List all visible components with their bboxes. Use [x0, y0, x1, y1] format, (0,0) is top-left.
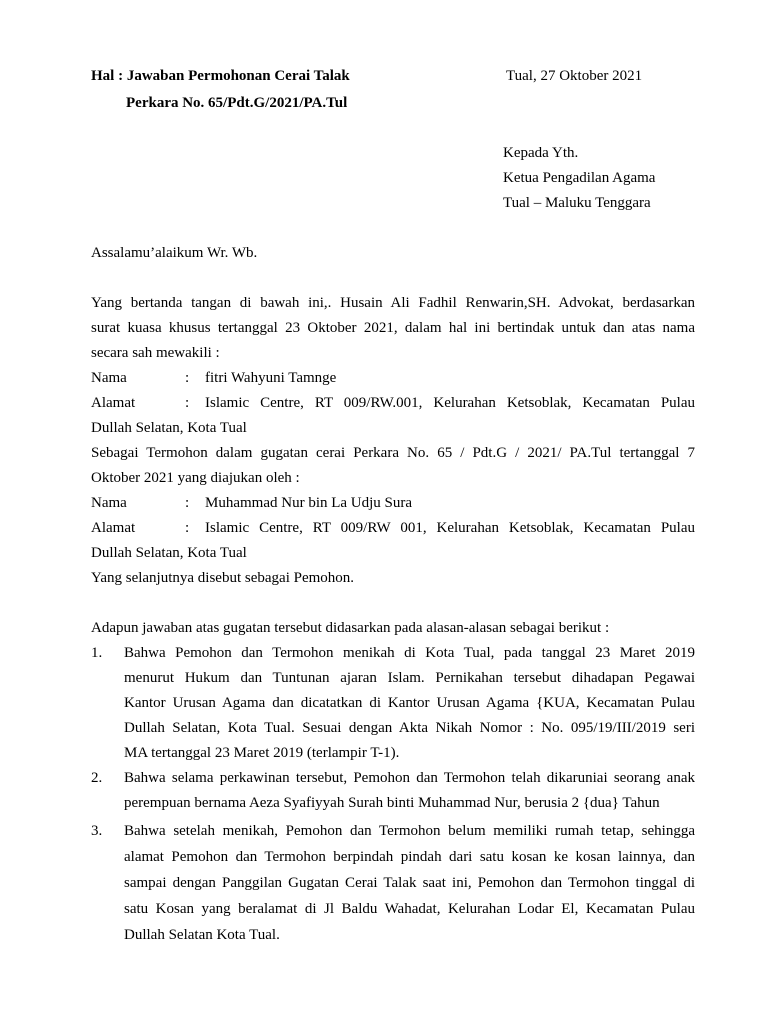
item-3-line-1: Bahwa setelah menikah, Pemohon dan Termohon belum memiliki rumah tetap, sehingga	[124, 823, 695, 839]
item-2-line-2: perempuan bernama Aeza Syafiyyah Surah binti Muhammad Nur, berusia 2 {dua} Tahun	[124, 795, 660, 811]
item-1-line-5: MA tertanggal 23 Maret 2019 (terlampir T-1).	[124, 745, 400, 761]
colon: :	[185, 370, 190, 386]
case-number: Perkara No. 65/Pdt.G/2021/PA.Tul	[126, 95, 348, 111]
reasons-intro: Adapun jawaban atas gugatan tersebut didasarkan pada alasan-alasan sebagai berikut :	[91, 620, 610, 636]
item-1-line-1: Bahwa Pemohon dan Termohon menikah di Kota Tual, pada tanggal 23 Maret 2019	[124, 645, 695, 661]
item-1-line-2: menurut Hukum dan Tuntunan ajaran Islam. Pernikahan tersebut dihadapan Pegawai	[124, 670, 695, 686]
party2-address-cont: Dullah Selatan, Kota Tual	[91, 545, 247, 561]
party1-address-label: Alamat	[91, 395, 136, 411]
party1-address-value: Islamic Centre, RT 009/RW.001, Kelurahan Ketsoblak, Kecamatan Pulau	[205, 395, 695, 411]
intro-line-3: secara sah mewakili :	[91, 345, 220, 361]
party1-address-cont: Dullah Selatan, Kota Tual	[91, 420, 247, 436]
party2-name-label: Nama	[91, 495, 127, 511]
subject-line: Hal : Jawaban Permohonan Cerai Talak	[91, 68, 350, 84]
party1-name-label: Nama	[91, 370, 127, 386]
item-3-line-3: sampai dengan Panggilan Gugatan Cerai Talak saat ini, Pemohon dan Termohon tinggal di	[124, 875, 695, 891]
item-2-line-1: Bahwa selama perkawinan tersebut, Pemohon dan Termohon telah dikaruniai seorang anak	[124, 770, 695, 786]
party2-address-value: Islamic Centre, RT 009/RW 001, Kelurahan Ketsoblak, Kecamatan Pulau	[205, 520, 695, 536]
party2-name-value: Muhammad Nur bin La Udju Sura	[205, 495, 413, 511]
colon: :	[185, 395, 190, 411]
party1-address-row	[91, 395, 695, 412]
recipient-line-3: Tual – Maluku Tenggara	[503, 195, 651, 211]
item-number: 2.	[91, 770, 103, 786]
colon: :	[185, 520, 190, 536]
intro-line-2: surat kuasa khusus tertanggal 23 Oktober 2021, dalam hal ini bertindak untuk dan atas nama	[91, 320, 695, 336]
item-3-line-5: Dullah Selatan Kota Tual.	[124, 927, 280, 943]
party1-name-row	[91, 370, 336, 387]
party2-address-label: Alamat	[91, 520, 136, 536]
item-3-line-2: alamat Pemohon dan Termohon berpindah pindah dari satu kosan ke kosan lainnya, dan	[124, 849, 695, 865]
item-1-line-3: Kantor Urusan Agama dan dicatatkan di Kantor Urusan Agama {KUA, Kecamatan Pulau	[124, 695, 695, 711]
item-1-line-4: Dullah Selatan, Kota Tual. Sesuai dengan Akta Nikah Nomor : No. 095/19/III/2019 seri	[124, 720, 695, 736]
intro-line-1: Yang bertanda tangan di bawah ini,. Husain Ali Fadhil Renwarin,SH. Advokat, berdasarkan	[91, 295, 695, 311]
item-number: 1.	[91, 645, 103, 661]
greeting: Assalamu’alaikum Wr. Wb.	[91, 245, 258, 261]
colon: :	[185, 495, 190, 511]
item-3-line-4: satu Kosan yang beralamat di Jl Baldu Wahadat, Kelurahan Lodar El, Kecamatan Pulau	[124, 901, 695, 917]
recipient-line-1: Kepada Yth.	[503, 145, 579, 161]
party2-reference: Yang selanjutnya disebut sebagai Pemohon.	[91, 570, 355, 586]
place-date: Tual, 27 Oktober 2021	[506, 68, 643, 84]
role-line-2: Oktober 2021 yang diajukan oleh :	[91, 470, 300, 486]
party2-address-row	[91, 520, 695, 537]
item-number: 3.	[91, 823, 103, 839]
role-line-1: Sebagai Termohon dalam gugatan cerai Perkara No. 65 / Pdt.G / 2021/ PA.Tul tertanggal 7	[91, 445, 695, 461]
party1-name-value: fitri Wahyuni Tamnge	[205, 370, 337, 386]
party2-name-row	[91, 495, 412, 512]
recipient-line-2: Ketua Pengadilan Agama	[503, 170, 656, 186]
